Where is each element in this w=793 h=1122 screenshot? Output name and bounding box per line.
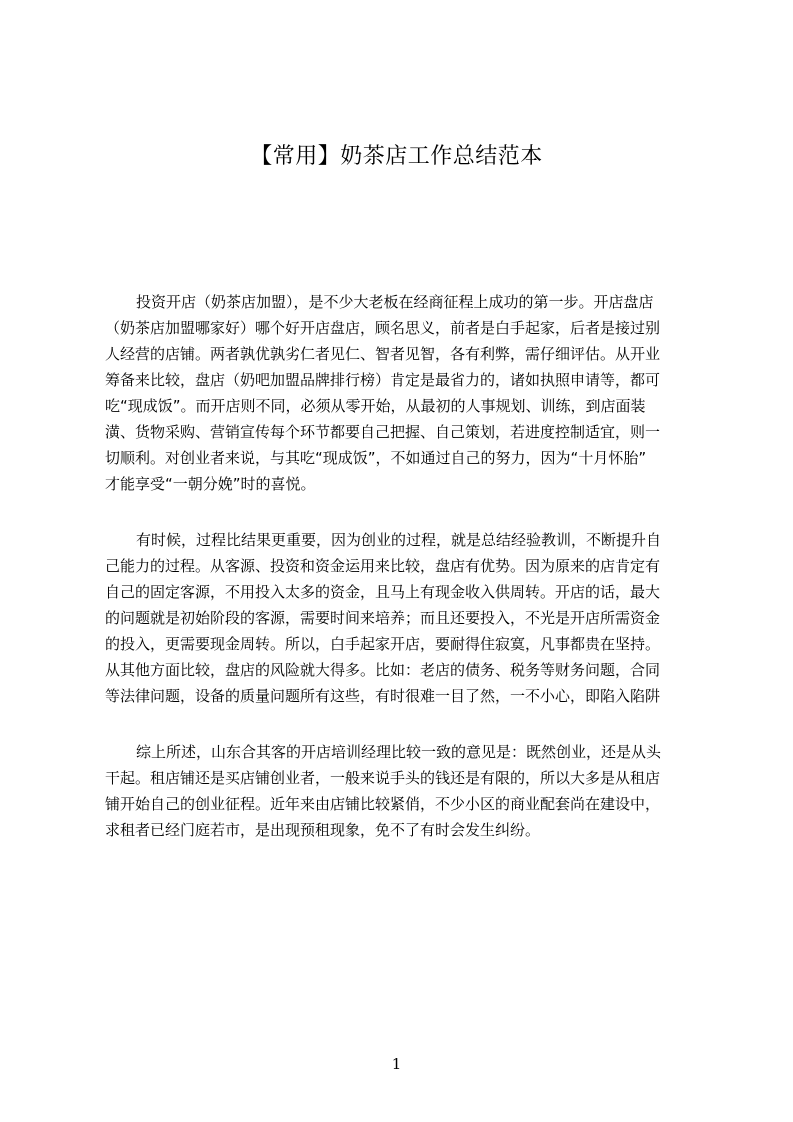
paragraph-line: 才能享受“一朝分娩”时的喜悦。 <box>105 475 316 493</box>
paragraph-line: 铺开始自己的创业征程。近年来由店铺比较紧俏，不少小区的商业配套尚在建设中， <box>105 795 661 813</box>
paragraph-line: 综上所述，山东合其客的开店培训经理比较一致的意见是：既然创业，还是从头 <box>136 743 662 761</box>
paragraph-line: 己能力的过程。从客源、投资和资金运用来比较，盘店有优势。因为原来的店肯定有 <box>105 557 661 575</box>
paragraph-line: 的问题就是初始阶段的客源，需要时间来培养；而且还要投入，不光是开店所需资金 <box>105 609 661 627</box>
paragraph-line: 投资开店（奶茶店加盟），是不少大老板在经商征程上成功的第一步。开店盘店 <box>136 293 654 311</box>
paragraph-line: 从其他方面比较，盘店的风险就大得多。比如：老店的债务、税务等财务问题，合同 <box>105 661 661 679</box>
paragraph-line: 有时候，过程比结果更重要，因为创业的过程，就是总结经验教训，不断提升自 <box>136 531 662 549</box>
document-title: 【常用】奶茶店工作总结范本 <box>250 144 543 169</box>
paragraph-1 <box>105 289 697 497</box>
paragraph-line: 的投入，更需要现金周转。所以，白手起家开店，要耐得住寂寞，凡事都贵在坚持。 <box>105 635 661 653</box>
paragraph-line: 切顺利。对创业者来说，与其吃“现成饭”，不如通过自己的努力，因为“十月怀胎” <box>105 449 647 467</box>
paragraph-3 <box>105 739 697 843</box>
paragraph-line: 等法律问题，设备的质量问题所有这些，有时很难一目了然，一不小心，即陷入陷阱 <box>105 687 661 705</box>
paragraph-line: 吃“现成饭”。而开店则不同，必须从零开始，从最初的人事规划、训练，到店面装 <box>105 397 646 415</box>
paragraph-2 <box>105 527 697 709</box>
paragraph-line: 筹备来比较，盘店（奶吧加盟品牌排行榜）肯定是最省力的，诸如执照申请等，都可 <box>105 371 661 389</box>
paragraph-line: 干起。租店铺还是买店铺创业者，一般来说手头的钱还是有限的，所以大多是从租店 <box>105 769 661 787</box>
paragraph-line: 自己的固定客源，不用投入太多的资金，且马上有现金收入供周转。开店的话，最大 <box>105 583 661 601</box>
paragraph-line: 人经营的店铺。两者孰优孰劣仁者见仁、智者见智，各有利弊，需仔细评估。从开业 <box>105 345 661 363</box>
paragraph-line: 潢、货物采购、营销宣传每个环节都要自己把握、自己策划，若进度控制适宜，则一 <box>105 423 661 441</box>
page-number: 1 <box>391 1055 402 1073</box>
paragraph-line: （奶茶店加盟哪家好）哪个好开店盘店，顾名思义，前者是白手起家，后者是接过别 <box>105 319 661 337</box>
paragraph-line: 求租者已经门庭若市，是出现预租现象，免不了有时会发生纠纷。 <box>105 821 541 839</box>
